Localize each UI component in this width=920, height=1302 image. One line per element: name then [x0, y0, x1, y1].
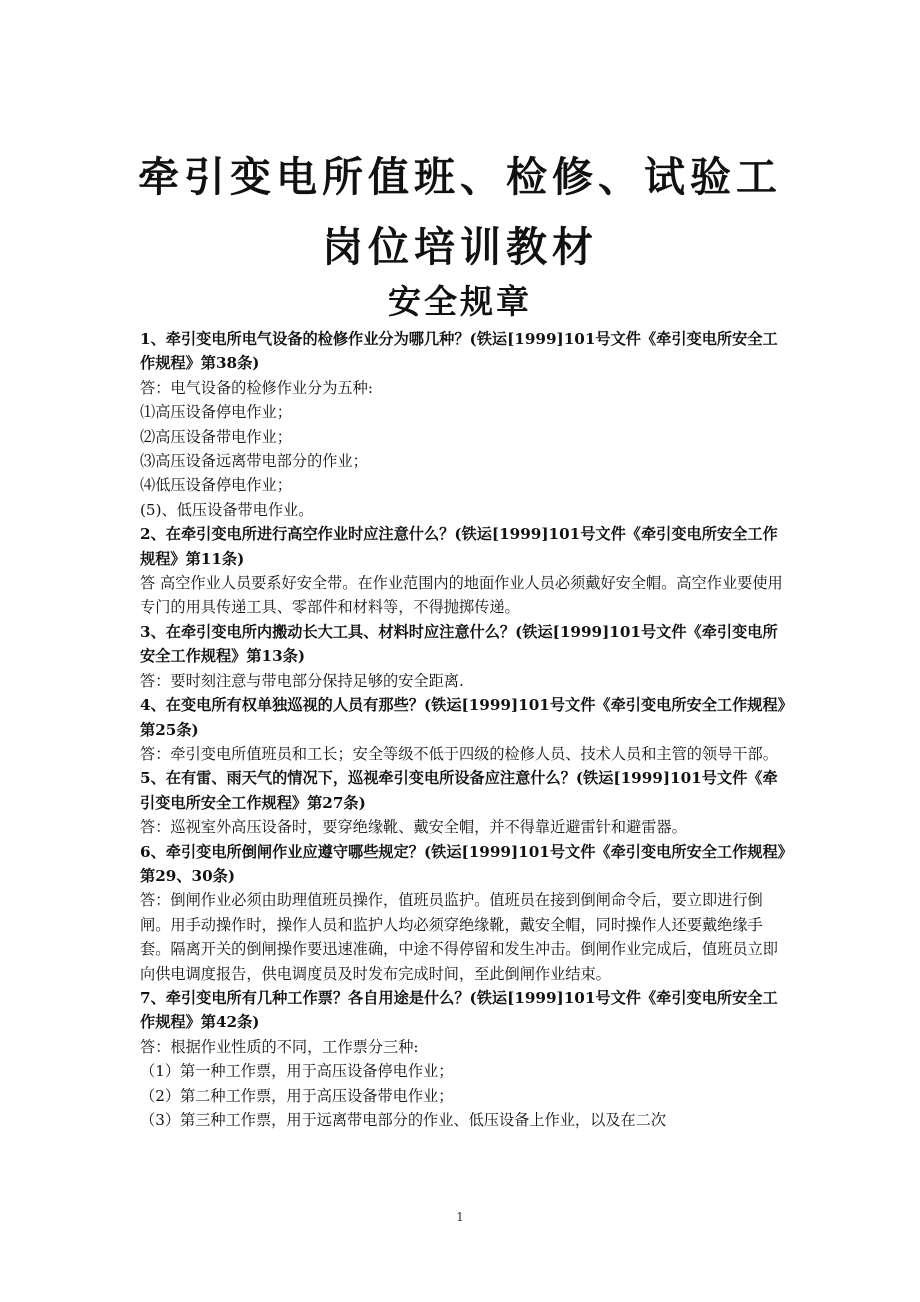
answer-paragraph: ⑵高压设备带电作业；: [140, 427, 292, 446]
answer-paragraph: ⑶高压设备远离带电部分的作业；: [140, 452, 368, 471]
document-title-line2: 岗位培训教材: [322, 223, 598, 271]
answer-paragraph: （1）第一种工作票，用于高压设备停电作业；: [140, 1062, 454, 1081]
answer-paragraph: 答：倒闸作业必须由助理值班员操作，值班员监护。值班员在接到倒闸命令后，要立即进行倒闸。用手动操作时，操作人员和监护人均必须穿绝缘靴，戴安全帽，同时操作人还要戴绝缘手套。隔离开关的倒闸操作要迅速准确，中途不得停留和发生冲击。倒闸作业完成后，值班员立即向供电调度报告，供电调度员及时发布完成时间，至此倒闸作业结束。: [140, 891, 778, 983]
answer-paragraph: 答：根据作业性质的不同，工作票分三种:: [140, 1037, 419, 1056]
answer-paragraph: 答：牵引变电所值班员和工长；安全等级不低于四级的检修人员、技术人员和主管的领导干部。: [140, 744, 778, 763]
question-paragraph: 4、在变电所有权单独巡视的人员有那些？(铁运[1999]101号文件《牵引变电所安全工作规程》第25条): [140, 696, 786, 739]
question-paragraph: 2、在牵引变电所进行高空作业时应注意什么？(铁运[1999]101号文件《牵引变电所安全工作规程》第11条): [140, 525, 778, 568]
question-paragraph: 7、牵引变电所有几种工作票？各自用途是什么？(铁运[1999]101号文件《牵引变电所安全工作规程》第42条): [140, 988, 778, 1032]
answer-paragraph: ⑷低压设备停电作业；: [140, 476, 292, 495]
document-title-line1: 牵引变电所值班、检修、试验工: [138, 153, 782, 201]
answer-paragraph: 答：要时刻注意与带电部分保持足够的安全距离.: [140, 671, 464, 690]
question-paragraph: 5、在有雷、雨天气的情况下，巡视牵引变电所设备应注意什么？(铁运[1999]101号文件《牵引变电所安全工作规程》第27条): [140, 769, 778, 812]
answer-paragraph: 答：巡视室外高压设备时，要穿绝缘靴、戴安全帽，并不得靠近避雷针和避雷器。: [140, 818, 687, 837]
question-paragraph: 1、牵引变电所电气设备的检修作业分为哪几种？(铁运[1999]101号文件《牵引变电所安全工作规程》第38条): [140, 330, 778, 373]
question-paragraph: 3、在牵引变电所内搬动长大工具、材料时应注意什么？(铁运[1999]101号文件《牵引变电所安全工作规程》第13条): [140, 622, 778, 666]
page-number: 1: [456, 1210, 464, 1224]
answer-paragraph: （3）第三种工作票，用于远离带电部分的作业、低压设备上作业，以及在二次: [140, 1111, 667, 1129]
answer-paragraph: 答 高空作业人员要系好安全带。在作业范围内的地面作业人员必须戴好安全帽。高空作业要使用专门的用具传递工具、零部件和材料等，不得抛掷传递。: [140, 574, 783, 617]
answer-paragraph: （2）第二种工作票，用于高压设备带电作业；: [140, 1086, 454, 1105]
answer-paragraph: (5)、低压设备带电作业。: [140, 500, 314, 519]
answer-paragraph: ⑴高压设备停电作业；: [140, 403, 292, 422]
question-paragraph: 6、牵引变电所倒闸作业应遵守哪些规定？(铁运[1999]101号文件《牵引变电所安全工作规程》第29、30条): [140, 842, 786, 885]
answer-paragraph: 答：电气设备的检修作业分为五种:: [140, 378, 373, 397]
document-body: [140, 327, 790, 1132]
section-title: 安全规章: [388, 282, 532, 321]
